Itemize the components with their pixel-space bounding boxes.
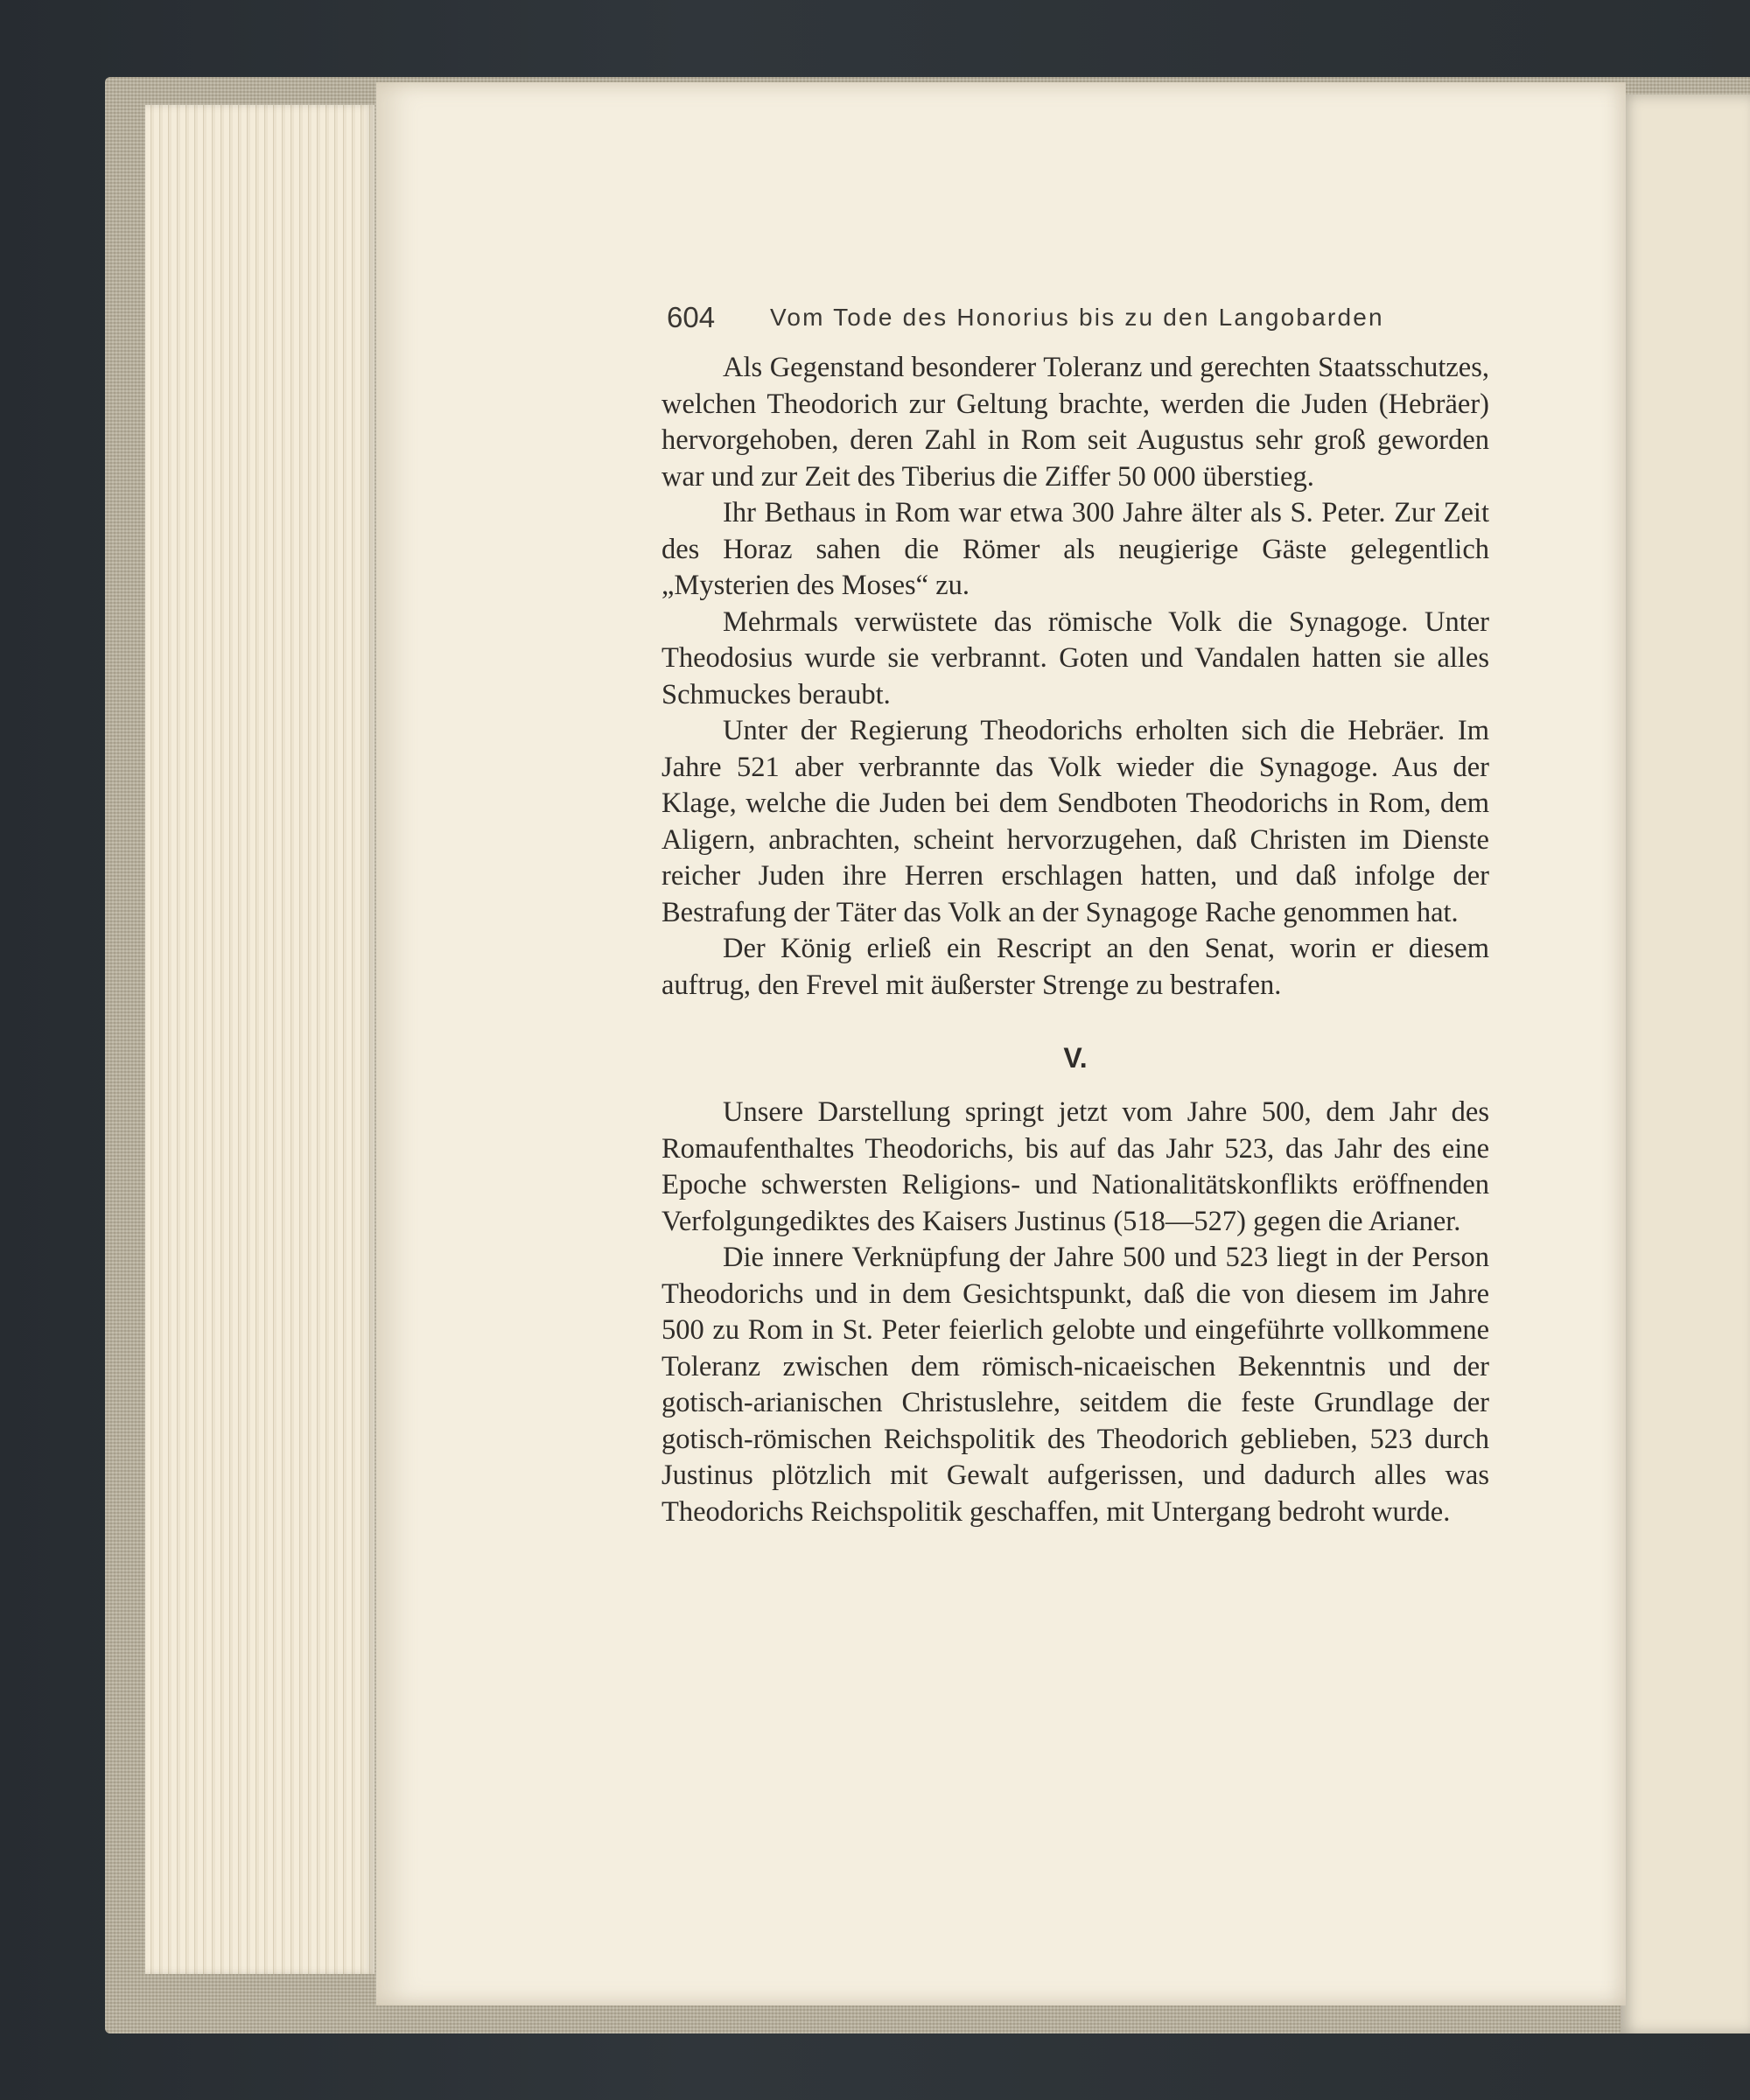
page-header — [667, 296, 1402, 340]
page-number: 604 — [667, 301, 716, 333]
paragraph: Der König erließ ein Rescript an den Senat, worin er diesem auftrug, den Frevel mit äußerster Strenge zu bestrafen. — [662, 933, 1489, 1001]
paragraph: Ihr Bethaus in Rom war etwa 300 Jahre älter als S. Peter. Zur Zeit des Horaz sahen die Römer als neugierige Gäste gelegentlich „Mysterien des Moses“ zu. — [662, 497, 1489, 601]
paragraph: Unsere Darstellung springt jetzt vom Jahre 500, dem Jahr des Romaufenthaltes Theodorichs, bis auf das Jahr 523, das Jahr des eine Epoche schwersten Religions- und Nationalitätskonflikts eröffnenden Verfolgungediktes des Kaisers Justinus (518—527) gegen die Arianer. — [662, 1096, 1489, 1237]
paragraph: Als Gegenstand besonderer Toleranz und gerechten Staatsschutzes, welchen Theodorich zur Geltung brachte, werden die Juden (Hebräer) hervorgehoben, deren Zahl in Rom seit Augustus sehr groß geworden war und zur Zeit des Tiberius die Ziffer 50 000 überstieg. — [662, 352, 1489, 493]
running-title: Vom Tode des Honorius bis zu den Langobarden — [770, 304, 1384, 331]
paragraph: Unter der Regierung Theodorichs erholten sich die Hebräer. Im Jahre 521 aber verbrannte das Volk wieder die Synagoge. Aus der Klage, welche die Juden bei dem Sendboten Theodorichs in Rom, dem Aligern, anbrachten, scheint hervorzugehen, daß Christen im Dienste reicher Juden ihre Herren erschlagen hatten, und daß infolge der Bestrafung der Täter das Volk an der Synagoge Rache genommen hat. — [662, 715, 1489, 928]
stacked-page-edges — [145, 105, 374, 1974]
paragraph: Die innere Verknüpfung der Jahre 500 und 523 liegt in der Person Theodorichs und in dem Gesichtspunkt, daß die von diesem im Jahre 500 zu Rom in St. Peter feierlich gelobte und eingeführte vollkommene Toleranz zwischen dem römisch-nicaeischen Bekenntnis und der gotisch-arianischen Christuslehre, seitdem die feste Grundlage der gotisch-römischen Reichspolitik des Theodorich geblieben, 523 durch Justinus plötzlich mit Gewalt aufgerissen, und dadurch alles was Theodorichs Reichspolitik geschaffen, mit Untergang bedroht wurde. — [662, 1242, 1489, 1528]
body-text — [662, 350, 1489, 1530]
paragraph: Mehrmals verwüstete das römische Volk die Synagoge. Unter Theodosius wurde sie verbrannt. Goten und Vandalen hatten sie alles Schmuckes beraubt. — [662, 606, 1489, 710]
next-page-edge — [1620, 94, 1750, 2034]
section-heading: V. — [1063, 1042, 1088, 1074]
